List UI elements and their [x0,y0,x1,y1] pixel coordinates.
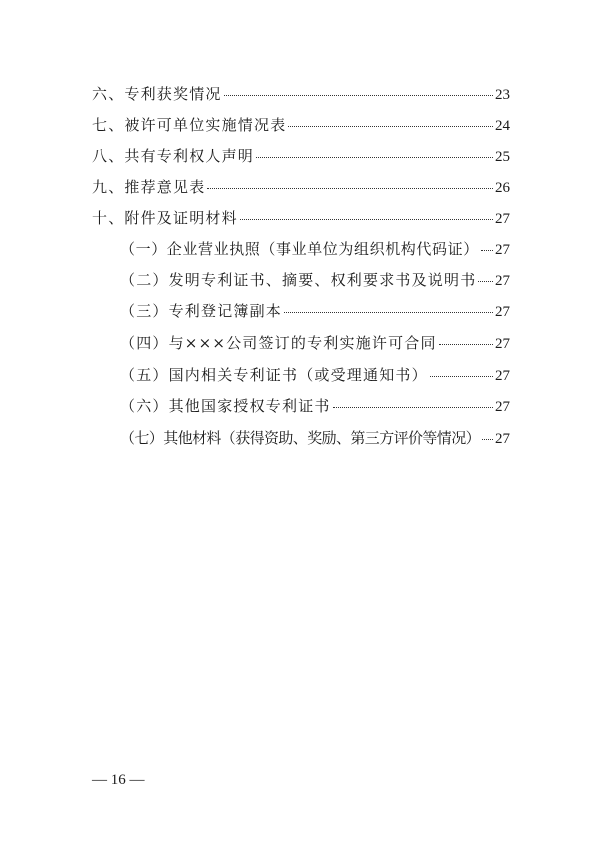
toc-entry-label: 七、被许可单位实施情况表 [92,116,287,134]
toc-entry-9 [92,176,510,198]
toc-entry-7 [92,114,510,136]
toc-entry-label: （一）企业营业执照（事业单位为组织机构代码证） [120,240,479,258]
toc-entry-10 [92,207,510,229]
page-number: — 16 — [92,772,145,788]
dot-leader [482,439,493,440]
toc-entry-page: 27 [495,211,510,227]
toc-entry-label: （五）国内相关专利证书（或受理通知书） [120,366,428,384]
toc-entry-label: （二）发明专利证书、摘要、权利要求书及说明书 [120,271,477,289]
toc-entry-page: 25 [495,149,510,165]
dot-leader [240,219,493,220]
toc-subentry-2 [120,269,510,291]
toc-entry-label: （四）与×××公司签订的专利实施许可合同 [120,334,437,352]
toc-subentry-4 [120,332,510,354]
toc-entry-page: 27 [495,399,510,415]
dot-leader [481,250,493,251]
toc-entry-6 [92,83,510,105]
dot-leader [256,157,493,158]
dot-leader [284,312,493,313]
toc-entry-page: 27 [495,242,510,258]
toc-entry-label: （六）其他国家授权专利证书 [120,397,331,415]
toc-subentry-1 [120,238,510,260]
dot-leader [288,126,493,127]
toc-entry-label: 八、共有专利权人声明 [92,147,255,165]
toc-entry-page: 27 [495,336,510,352]
toc-entry-page: 27 [495,304,510,320]
toc-entry-8 [92,145,510,167]
toc-subentry-3 [120,300,510,322]
dot-leader [430,376,493,377]
toc-entry-page: 23 [495,87,510,103]
dot-leader [478,281,493,282]
dot-leader [207,188,493,189]
toc-subentry-5 [120,364,510,386]
dot-leader [439,344,493,345]
toc-entry-label: 六、专利获奖情况 [92,85,222,103]
toc-entry-page: 27 [495,368,510,384]
dot-leader [333,407,493,408]
toc-subentry-7 [120,427,510,449]
toc-entry-label: （三）专利登记簿副本 [120,302,283,320]
toc-entry-page: 24 [495,118,510,134]
toc-entry-label: 十、附件及证明材料 [92,209,238,227]
toc-entry-page: 27 [495,273,510,289]
toc-entry-label: （七）其他材料（获得资助、奖励、第三方评价等情况） [120,429,481,447]
toc-subentry-6 [120,395,510,417]
dot-leader [224,95,493,96]
toc-entry-page: 26 [495,180,510,196]
toc-entry-page: 27 [495,431,510,447]
toc-entry-label: 九、推荐意见表 [92,178,206,196]
